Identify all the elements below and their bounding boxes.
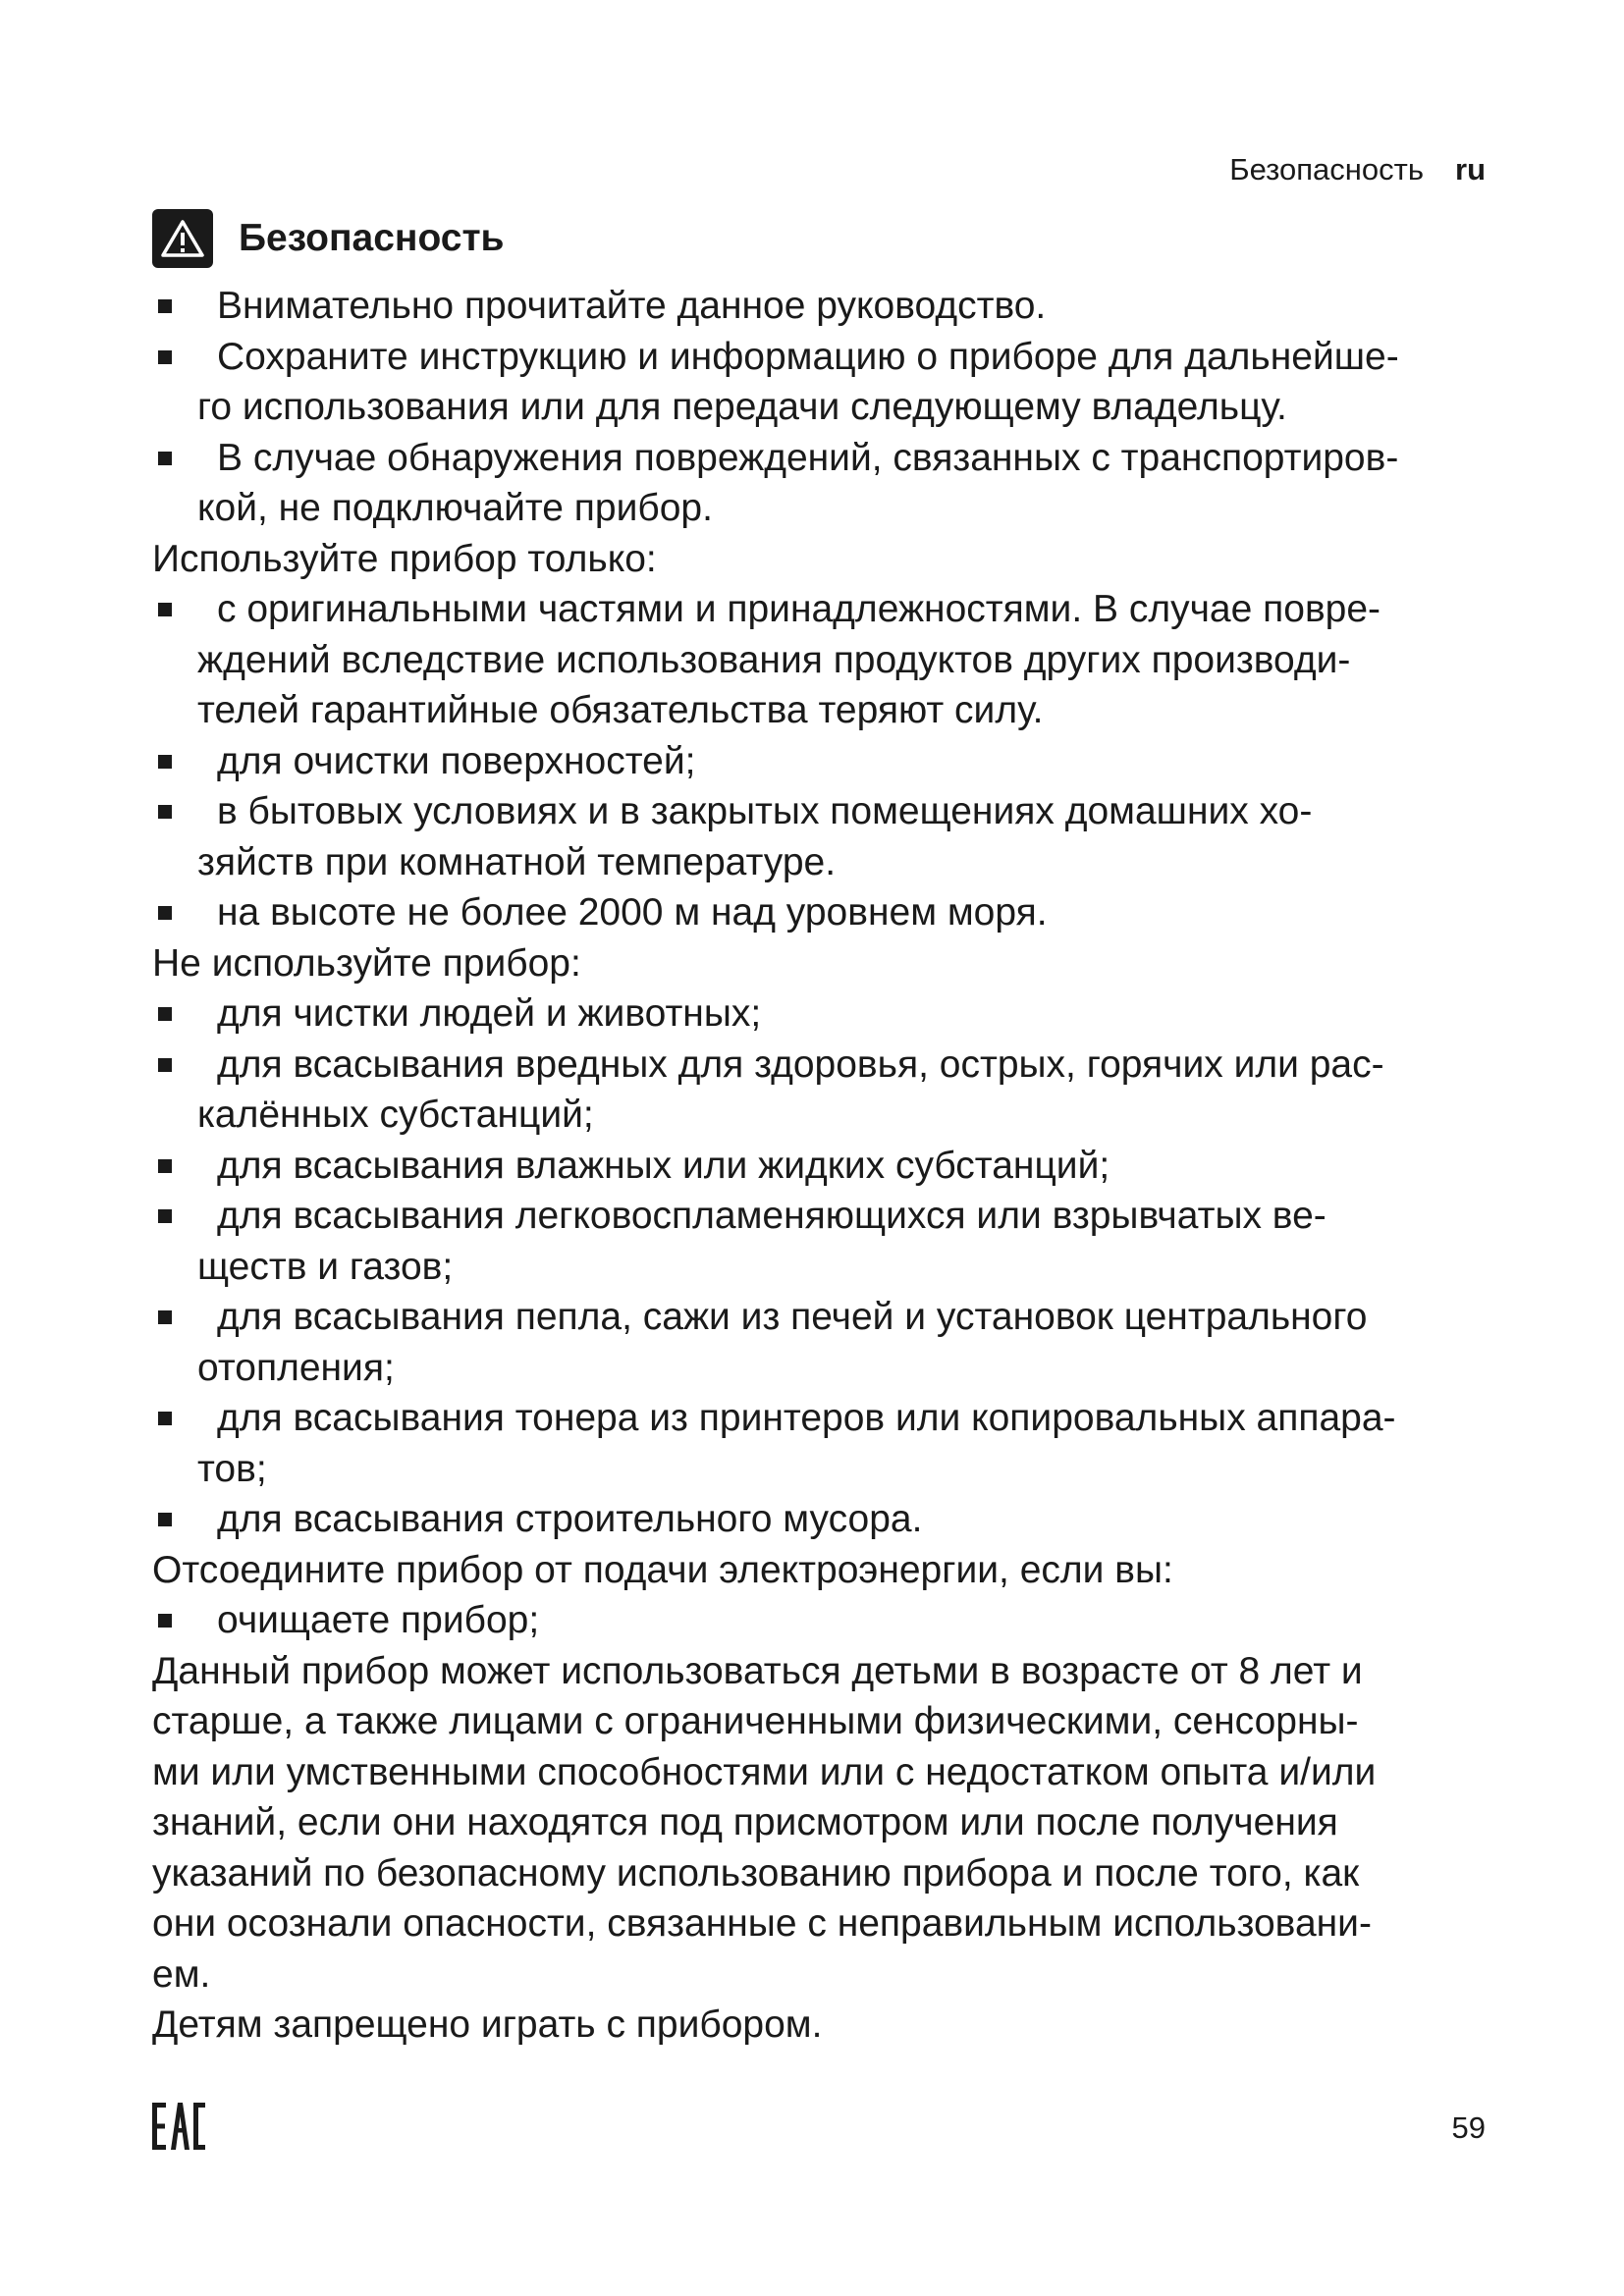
text-line: для всасывания вредных для здоровья, острых, горячих или рас- <box>217 1042 1384 1086</box>
text-line: старше, а также лицами с ограниченными физическими, сенсорны- <box>152 1700 1359 1742</box>
text-line: Сохраните инструкцию и информацию о приборе для дальнейше- <box>217 335 1399 378</box>
text-line: Данный прибор может использоваться детьми в возрасте от 8 лет и <box>152 1649 1363 1692</box>
paragraph <box>152 1646 1497 2001</box>
warning-triangle-icon <box>152 209 213 268</box>
text-line: тов; <box>197 1447 267 1490</box>
bullet-item <box>152 1040 1497 1141</box>
bullet-item <box>152 1191 1497 1292</box>
text-line: для чистки людей и животных; <box>217 992 762 1035</box>
bullet-item <box>152 736 1497 787</box>
paragraph <box>152 938 1497 989</box>
text-line: для всасывания влажных или жидких субстанций; <box>217 1144 1110 1187</box>
text-line: на высоте не более 2000 м над уровнем моря. <box>217 891 1048 934</box>
page-title: Безопасность <box>239 217 505 259</box>
eac-mark-logo <box>152 2103 205 2150</box>
text-line: в бытовых условиях и в закрытых помещениях домашних хо- <box>217 790 1313 832</box>
bullet-item <box>152 1393 1497 1494</box>
bullet-item <box>152 433 1497 534</box>
text-line: для очистки поверхностей; <box>217 739 696 782</box>
text-line: для всасывания легковоспламеняющихся или взрывчатых ве- <box>217 1195 1326 1237</box>
text-line: го использования или для передачи следующему владельцу. <box>197 386 1287 428</box>
text-line: очищаете прибор; <box>217 1599 540 1641</box>
header-section-title: Безопасность <box>1229 152 1424 187</box>
header-language-code: ru <box>1455 152 1486 187</box>
text-line: Не используйте прибор: <box>152 941 581 985</box>
paragraph <box>152 2000 1497 2051</box>
text-line: с оригинальными частями и принадлежностями. В случае повре- <box>217 588 1381 630</box>
running-header <box>1229 150 1486 189</box>
bullet-item <box>152 1595 1497 1646</box>
bullet-item <box>152 1494 1497 1545</box>
text-line: калённых субстанций; <box>197 1094 594 1136</box>
bullet-item <box>152 988 1497 1040</box>
text-line: они осознали опасности, связанные с неправильным использовани- <box>152 1902 1372 1945</box>
text-line: ми или умственными способностями или с недостатком опыта и/или <box>152 1750 1377 1793</box>
text-line: Отсоедините прибор от подачи электроэнергии, если вы: <box>152 1548 1173 1591</box>
text-line: Внимательно прочитайте данное руководство. <box>217 285 1047 327</box>
bullet-item <box>152 1292 1497 1393</box>
bullet-item <box>152 887 1497 938</box>
text-line: знаний, если они находятся под присмотром или после получения <box>152 1801 1338 1843</box>
text-line: отопления; <box>197 1346 395 1389</box>
text-line: для всасывания тонера из принтеров или копировальных аппара- <box>217 1397 1396 1439</box>
page-number: 59 <box>1451 2110 1486 2145</box>
text-line: зяйств при комнатной температуре. <box>197 840 837 883</box>
bullet-item <box>152 584 1497 736</box>
text-line: для всасывания пепла, сажи из печей и установок центрального <box>217 1296 1368 1338</box>
text-line: кой, не подключайте прибор. <box>197 487 713 529</box>
text-line: ем. <box>152 1952 211 1996</box>
bullet-item <box>152 1141 1497 1192</box>
bullet-item <box>152 332 1497 433</box>
text-line: Детям запрещено играть с прибором. <box>152 2003 823 2046</box>
paragraph <box>152 534 1497 585</box>
text-line: ждений вследствие использования продуктов других производи- <box>197 638 1351 681</box>
text-line: для всасывания строительного мусора. <box>217 1498 923 1540</box>
text-line: ществ и газов; <box>197 1245 454 1288</box>
text-line: Используйте прибор только: <box>152 537 657 580</box>
text-line: указаний по безопасному использованию прибора и после того, как <box>152 1851 1360 1895</box>
paragraph <box>152 1545 1497 1596</box>
bullet-item <box>152 281 1497 332</box>
section-heading <box>152 209 505 268</box>
text-line: В случае обнаружения повреждений, связанных с транспортиров- <box>217 436 1399 479</box>
text-line: телей гарантийные обязательства теряют силу. <box>197 689 1044 731</box>
safety-content <box>152 281 1497 2051</box>
bullet-item <box>152 786 1497 887</box>
